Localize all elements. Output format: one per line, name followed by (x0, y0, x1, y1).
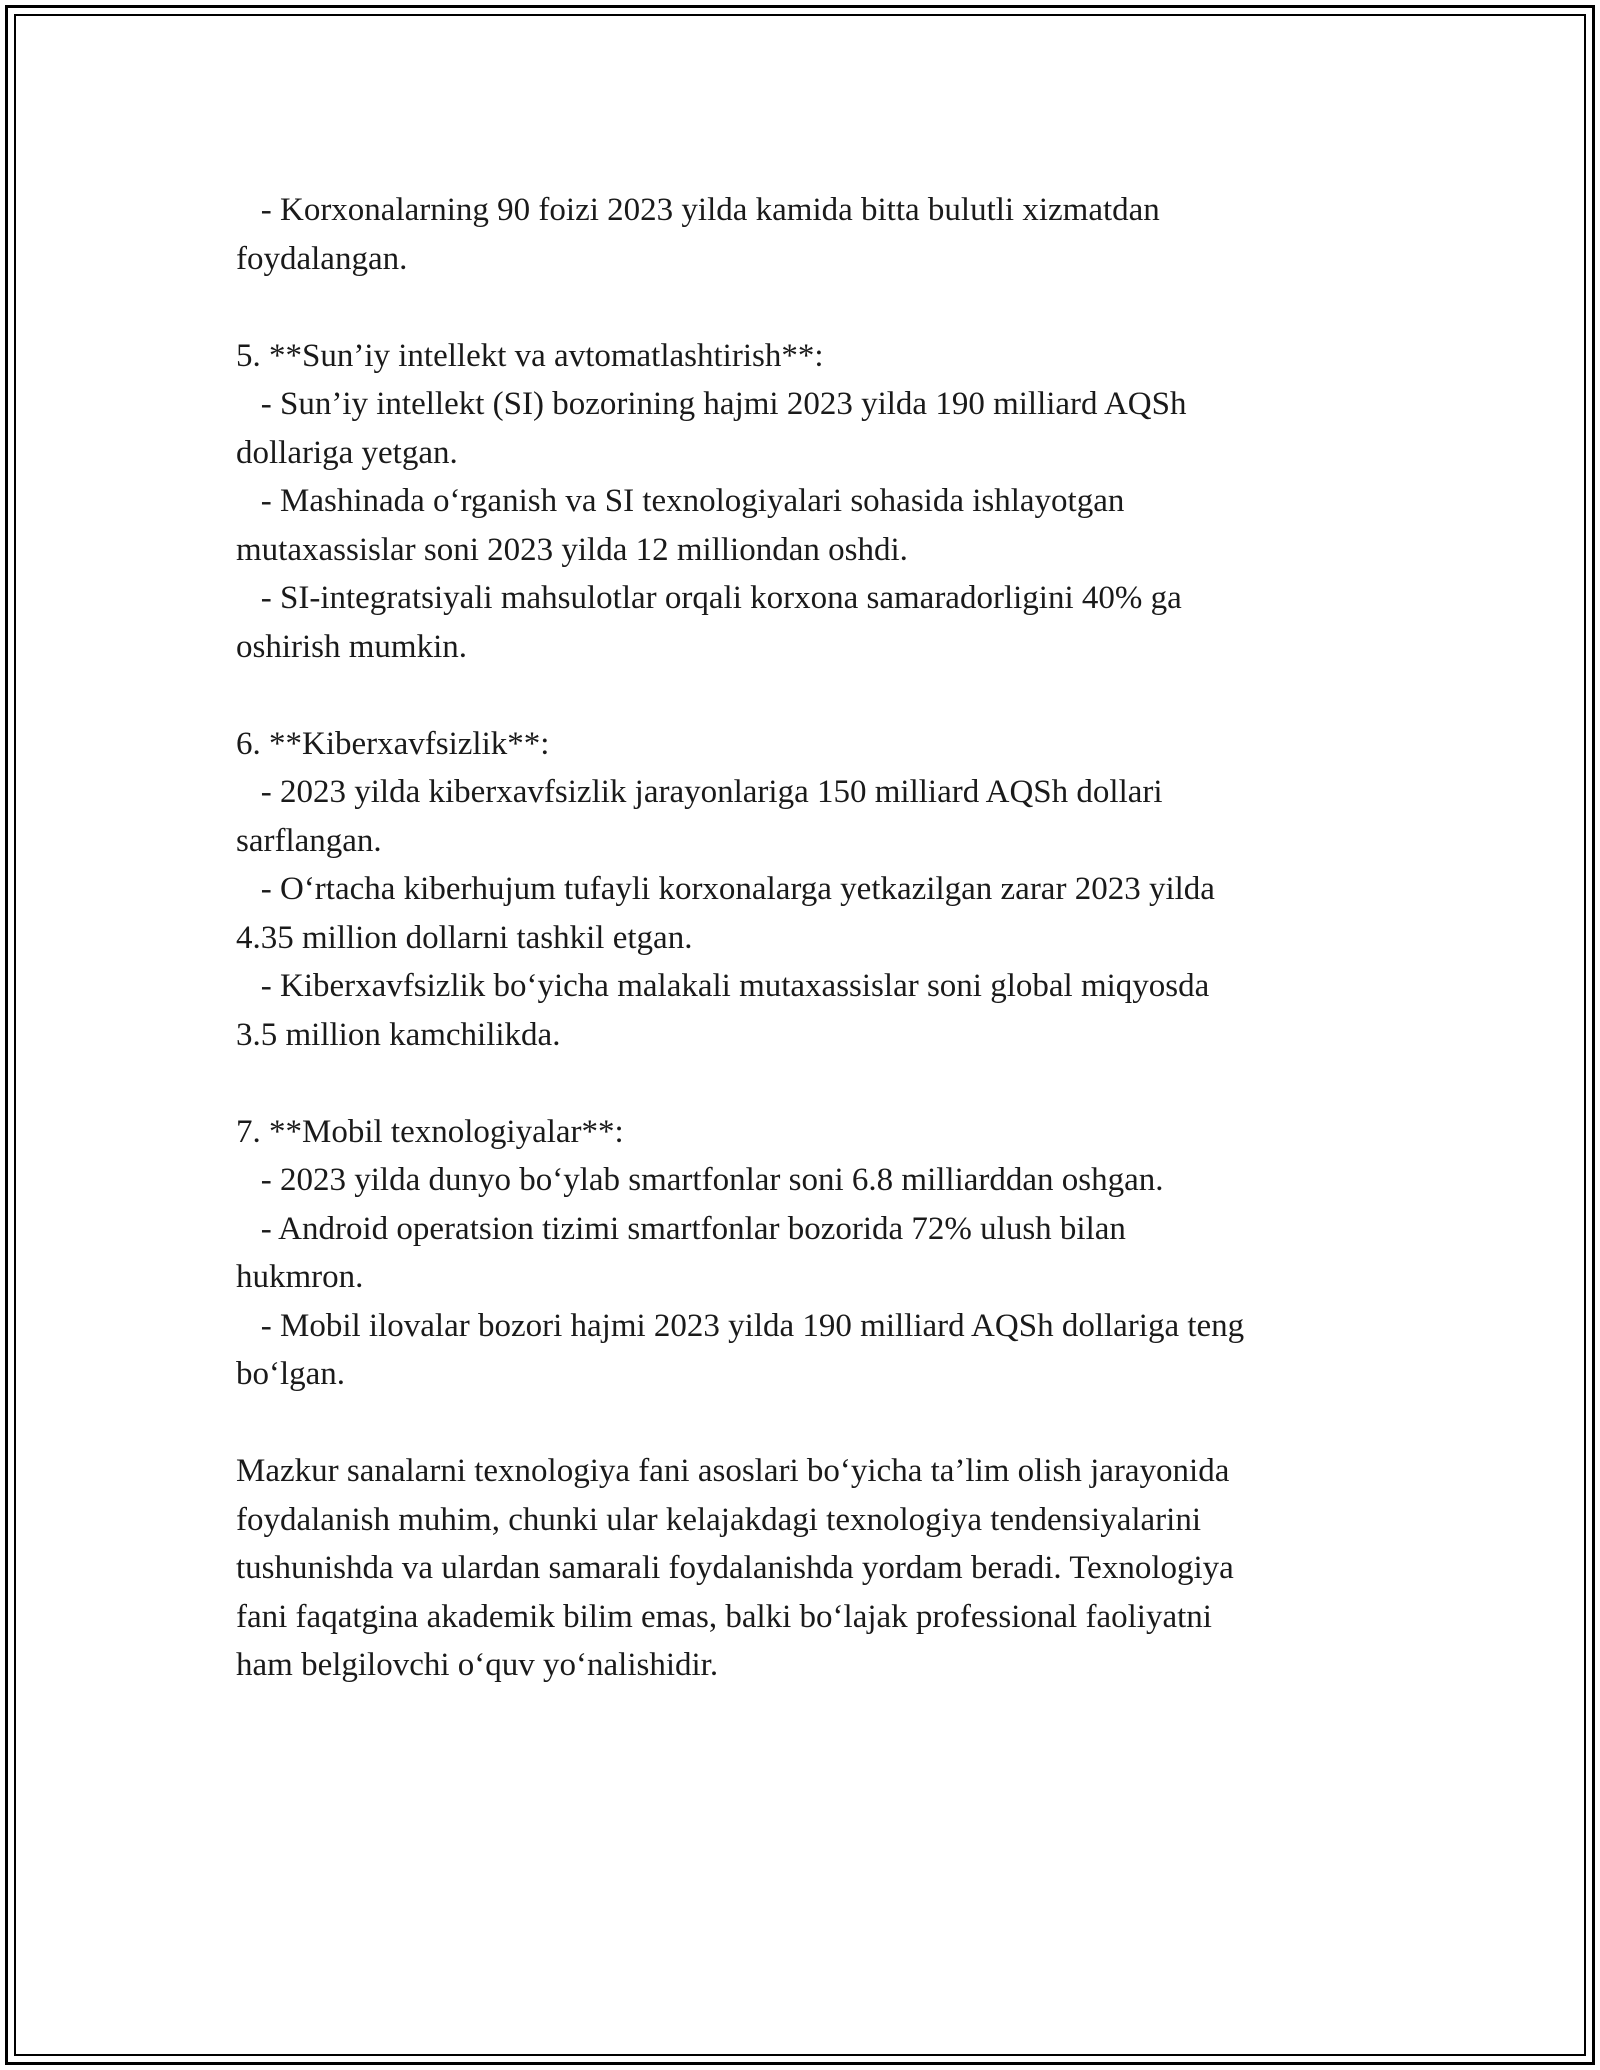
section-heading-6: 6. **Kiberxavfsizlik**: (236, 725, 550, 762)
blank-line (236, 1059, 1386, 1108)
text-line: foydalangan. (236, 240, 408, 277)
blank-line (236, 671, 1386, 720)
document-body (236, 186, 1386, 1690)
text-line: - Mobil ilovalar bozori hajmi 2023 yilda 190 milliard AQSh dollariga teng (236, 1307, 1245, 1344)
blank-line (236, 283, 1386, 332)
text-line: - Korxonalarning 90 foizi 2023 yilda kamida bitta bulutli xizmatdan (236, 192, 1160, 228)
conclusion-line: foydalanish muhim, chunki ular kelajakdagi texnologiya tendensiyalarini (236, 1501, 1201, 1538)
text-line: - 2023 yilda kiberxavfsizlik jarayonlariga 150 milliard AQSh dollari (236, 774, 1163, 810)
text-line: - Kiberxavfsizlik bo‘yicha malakali mutaxassislar soni global miqyosda (236, 968, 1210, 1004)
text-line: oshirish mumkin. (236, 628, 468, 665)
text-line: - 2023 yilda dunyo bo‘ylab smartfonlar soni 6.8 milliarddan oshgan. (236, 1162, 1164, 1198)
conclusion-line: fani faqatgina akademik bilim emas, balki bo‘lajak professional faoliyatni (236, 1598, 1212, 1635)
conclusion-line: ham belgilovchi o‘quv yo‘nalishidir. (236, 1647, 719, 1683)
text-line: dollariga yetgan. (236, 434, 458, 471)
text-line: - SI-integratsiyali mahsulotlar orqali korxona samaradorligini 40% ga (236, 580, 1182, 616)
text-line: hukmron. (236, 1259, 364, 1295)
text-line: mutaxassislar soni 2023 yilda 12 milliondan oshdi. (236, 531, 908, 568)
text-line: bo‘lgan. (236, 1356, 346, 1392)
section-heading-7: 7. **Mobil texnologiyalar**: (236, 1113, 624, 1150)
section-heading-5: 5. **Sun’iy intellekt va avtomatlashtirish**: (236, 337, 824, 374)
text-line: - Mashinada o‘rganish va SI texnologiyalari sohasida ishlayotgan (236, 483, 1125, 519)
text-line: 3.5 million kamchilikda. (236, 1016, 561, 1053)
blank-line (236, 1399, 1386, 1448)
text-line: - Sun’iy intellekt (SI) bozorining hajmi 2023 yilda 190 milliard AQSh (236, 386, 1187, 422)
conclusion-line: tushunishda va ulardan samarali foydalanishda yordam beradi. Texnologiya (236, 1550, 1234, 1586)
text-line: - O‘rtacha kiberhujum tufayli korxonalarga yetkazilgan zarar 2023 yilda (236, 871, 1215, 907)
conclusion-line: Mazkur sanalarni texnologiya fani asoslari bo‘yicha ta’lim olish jarayonida (236, 1453, 1230, 1489)
text-line: sarflangan. (236, 822, 382, 859)
text-line: - Android operatsion tizimi smartfonlar bozorida 72% ulush bilan (236, 1210, 1126, 1247)
text-line: 4.35 million dollarni tashkil etgan. (236, 919, 693, 956)
